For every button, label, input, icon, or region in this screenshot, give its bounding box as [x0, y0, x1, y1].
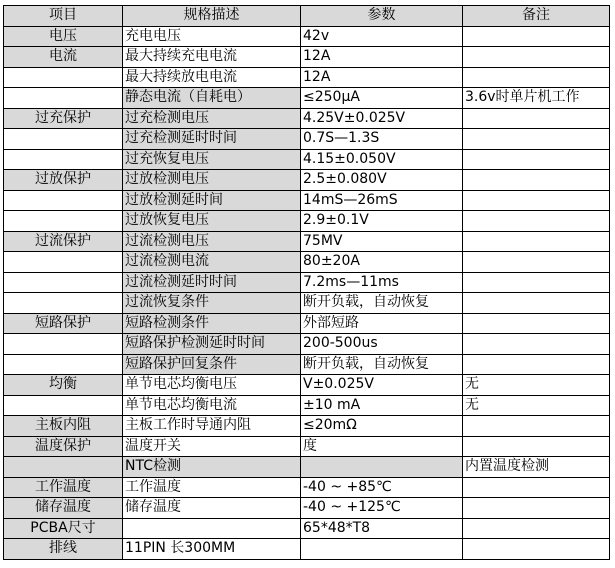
table-row [4, 313, 610, 334]
table-row [4, 436, 610, 457]
item-cell: 温度保护 [4, 436, 123, 457]
param-cell: 断开负载，自动恢复 [301, 293, 463, 314]
header-param: 参数 [301, 6, 463, 27]
note-cell [463, 313, 610, 334]
table-row [4, 272, 610, 293]
header-note: 备注 [463, 6, 610, 27]
desc-cell: 温度开关 [123, 436, 301, 457]
param-cell: -40 ~ +125℃ [301, 498, 463, 519]
param-cell: 4.15±0.050V [301, 149, 463, 170]
table-row [4, 170, 610, 191]
item-cell [4, 457, 123, 478]
desc-cell: 过放检测延时间 [123, 190, 301, 211]
item-cell [4, 211, 123, 232]
item-cell: 短路保护 [4, 313, 123, 334]
param-cell: 7.2ms—11ms [301, 272, 463, 293]
item-cell: 电流 [4, 47, 123, 68]
table-row [4, 190, 610, 211]
note-cell [463, 436, 610, 457]
table-row [4, 47, 610, 68]
item-cell: 电压 [4, 26, 123, 47]
note-cell [463, 477, 610, 498]
param-cell: ≤250μA [301, 88, 463, 109]
param-cell: V±0.025V [301, 375, 463, 396]
desc-cell: 工作温度 [123, 477, 301, 498]
note-cell [463, 293, 610, 314]
note-cell [463, 539, 610, 560]
item-cell [4, 67, 123, 88]
desc-cell: 主板工作时导通内阻 [123, 416, 301, 437]
param-cell [301, 539, 463, 560]
desc-cell: 短路保护检测延时时间 [123, 334, 301, 355]
desc-cell: 过充检测延时时间 [123, 129, 301, 150]
desc-cell: 储存温度 [123, 498, 301, 519]
note-cell [463, 231, 610, 252]
desc-cell: 过流检测电流 [123, 252, 301, 273]
desc-cell: 最大持续充电电流 [123, 47, 301, 68]
item-cell: 主板内阻 [4, 416, 123, 437]
note-cell [463, 190, 610, 211]
item-cell [4, 354, 123, 375]
desc-cell: 短路保护回复条件 [123, 354, 301, 375]
item-cell: 储存温度 [4, 498, 123, 519]
header-row [4, 6, 610, 27]
param-cell: 12A [301, 67, 463, 88]
table-row [4, 26, 610, 47]
note-cell [463, 518, 610, 539]
table-row [4, 211, 610, 232]
desc-cell: 单节电芯均衡电压 [123, 375, 301, 396]
param-cell: 200-500us [301, 334, 463, 355]
item-cell: 均衡 [4, 375, 123, 396]
note-cell [463, 67, 610, 88]
note-cell [463, 47, 610, 68]
desc-cell: 最大持续放电电流 [123, 67, 301, 88]
table-row [4, 539, 610, 560]
note-cell [463, 170, 610, 191]
note-cell: 无 [463, 375, 610, 396]
table-row [4, 498, 610, 519]
item-cell [4, 334, 123, 355]
param-cell: 4.25V±0.025V [301, 108, 463, 129]
header-item: 项目 [4, 6, 123, 27]
param-cell: 2.9±0.1V [301, 211, 463, 232]
note-cell [463, 108, 610, 129]
param-cell: 0.7S—1.3S [301, 129, 463, 150]
param-cell [301, 457, 463, 478]
note-cell [463, 416, 610, 437]
table-row [4, 129, 610, 150]
table-row [4, 354, 610, 375]
table-row [4, 149, 610, 170]
spec-table [3, 5, 610, 560]
table-row [4, 416, 610, 437]
note-cell [463, 334, 610, 355]
note-cell [463, 354, 610, 375]
note-cell: 内置温度检测 [463, 457, 610, 478]
desc-cell: 过流检测延时时间 [123, 272, 301, 293]
item-cell [4, 272, 123, 293]
param-cell: 65*48*T8 [301, 518, 463, 539]
desc-cell: 静态电流（自耗电） [123, 88, 301, 109]
table-row [4, 67, 610, 88]
desc-cell: 过流检测电压 [123, 231, 301, 252]
param-cell: 2.5±0.080V [301, 170, 463, 191]
desc-cell: 过流恢复条件 [123, 293, 301, 314]
item-cell: 过流保护 [4, 231, 123, 252]
desc-cell: 充电电压 [123, 26, 301, 47]
param-cell: 12A [301, 47, 463, 68]
spec-body [4, 26, 610, 559]
item-cell: 过充保护 [4, 108, 123, 129]
item-cell [4, 88, 123, 109]
note-cell [463, 498, 610, 519]
item-cell [4, 190, 123, 211]
desc-cell: 过放检测电压 [123, 170, 301, 191]
desc-cell: 过放恢复电压 [123, 211, 301, 232]
note-cell: 无 [463, 395, 610, 416]
param-cell: 度 [301, 436, 463, 457]
item-cell [4, 252, 123, 273]
note-cell [463, 272, 610, 293]
desc-cell: 短路检测条件 [123, 313, 301, 334]
note-cell: 3.6v时单片机工作 [463, 88, 610, 109]
item-cell: 过放保护 [4, 170, 123, 191]
note-cell [463, 129, 610, 150]
desc-cell: 过充检测电压 [123, 108, 301, 129]
item-cell: PCBA尺寸 [4, 518, 123, 539]
note-cell [463, 252, 610, 273]
desc-cell: 单节电芯均衡电流 [123, 395, 301, 416]
item-cell: 排线 [4, 539, 123, 560]
desc-cell: 11PIN 长300MM [123, 539, 301, 560]
table-row [4, 395, 610, 416]
table-row [4, 231, 610, 252]
param-cell: -40 ~ +85℃ [301, 477, 463, 498]
item-cell [4, 149, 123, 170]
param-cell: 14mS—26mS [301, 190, 463, 211]
table-row [4, 108, 610, 129]
table-row [4, 375, 610, 396]
param-cell: 75MV [301, 231, 463, 252]
param-cell: 断开负载，自动恢复 [301, 354, 463, 375]
item-cell: 工作温度 [4, 477, 123, 498]
desc-cell [123, 518, 301, 539]
table-row [4, 334, 610, 355]
header-desc: 规格描述 [123, 6, 301, 27]
item-cell [4, 129, 123, 150]
note-cell [463, 149, 610, 170]
table-row [4, 88, 610, 109]
table-row [4, 518, 610, 539]
table-row [4, 477, 610, 498]
note-cell [463, 26, 610, 47]
param-cell: 80±20A [301, 252, 463, 273]
item-cell [4, 293, 123, 314]
param-cell: ≤20mΩ [301, 416, 463, 437]
item-cell [4, 395, 123, 416]
param-cell: 外部短路 [301, 313, 463, 334]
param-cell: 42v [301, 26, 463, 47]
table-row [4, 252, 610, 273]
param-cell: ±10 mA [301, 395, 463, 416]
note-cell [463, 211, 610, 232]
table-row [4, 293, 610, 314]
desc-cell: 过充恢复电压 [123, 149, 301, 170]
desc-cell: NTC检测 [123, 457, 301, 478]
table-row [4, 457, 610, 478]
